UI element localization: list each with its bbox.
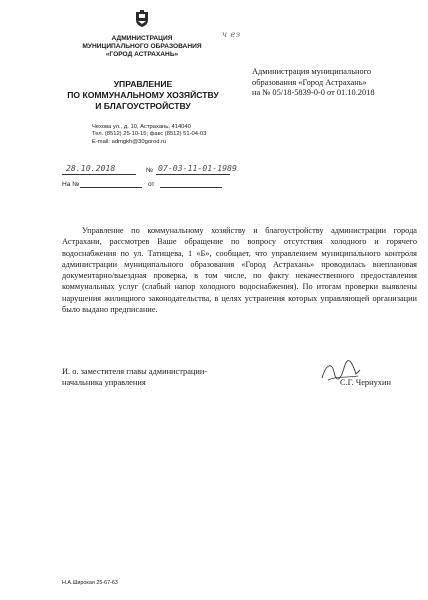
addressee-line: Администрация муниципального — [252, 67, 372, 76]
contact-info — [92, 124, 222, 146]
signer-name: С.Г. Чернухин — [340, 378, 391, 387]
organization-name — [78, 35, 206, 58]
signer-title — [62, 367, 262, 388]
addressee-line: образования «Город Астрахань» — [252, 77, 367, 87]
email-line: E-mail: admgkh@30gorod.ru — [92, 138, 167, 145]
letter-body — [62, 225, 417, 315]
addressee-reference: на № 05/18-5839-0-0 от 01.10.2018 — [252, 88, 375, 98]
department-name — [50, 79, 236, 112]
org-line: АДМИНИСТРАЦИЯ — [111, 35, 173, 42]
number-underline — [156, 174, 230, 175]
reference-number-label: На № — [62, 181, 80, 188]
reference-date-label: от — [148, 181, 155, 188]
executor-info: Н.А.Широкая 25-67-63 — [62, 580, 118, 586]
org-line: «ГОРОД АСТРАХАНЬ» — [105, 50, 179, 58]
outgoing-number: 07-03-11-01-1989 — [158, 163, 237, 173]
dept-line: УПРАВЛЕНИЕ — [113, 79, 173, 89]
address-line: Чехова ул., д. 10, Астрахань, 414040 — [92, 124, 191, 130]
phone-line: Тел. (8512) 25-10-15; факс (8512) 51-04-03 — [92, 131, 207, 138]
addressee — [252, 67, 422, 99]
reference-number-underline — [80, 187, 142, 188]
signer-title-line: И. о. заместителя главы администрации- — [62, 367, 208, 376]
body-paragraph: Управление по коммунальному хозяйству и благоустройству администрации города Астрахани, рассмотрев Ваше обращение по вопросу отсутствия холодного и горячего водоснабжения по ул. Татищева, 1 «Б», сообщает, что управлением муниципального контроля администрации муниципального образования «Город Астрахань» проводилась внеплановая документарно/выездная проверка, в том числе, по факту некачественного предоставления коммунальных услуг (слабый напор холодного водоснабжения). По итогам проверки выявлены нарушения жилищного законодательства, в целях устранения которых управляющей организации было выдано предписание. — [62, 226, 417, 315]
number-label: № — [146, 167, 154, 174]
org-line: МУНИЦИПАЛЬНОГО ОБРАЗОВАНИЯ — [82, 42, 202, 50]
reference-date-underline — [160, 187, 222, 188]
handwritten-mark: ч ез — [222, 30, 241, 39]
dept-line: И БЛАГОУСТРОЙСТВУ — [95, 101, 191, 111]
date-underline — [62, 174, 136, 175]
signer-title-line: начальника управления — [62, 377, 146, 387]
dept-line: ПО КОММУНАЛЬНОМУ ХОЗЯЙСТВУ — [67, 90, 219, 100]
coat-of-arms-icon — [135, 10, 149, 28]
outgoing-date: 28.10.2018 — [66, 163, 116, 173]
